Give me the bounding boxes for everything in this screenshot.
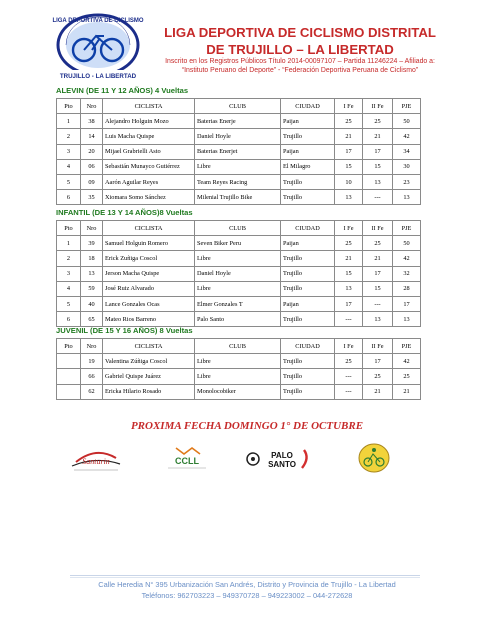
column-header-ciudad: CIUDAD (281, 99, 335, 114)
cell-nro: 19 (81, 354, 103, 369)
svg-text:TRUJILLO - LA LIBERTAD: TRUJILLO - LA LIBERTAD (59, 73, 137, 80)
cell-ii-fe: --- (363, 296, 393, 311)
cell-pje: 13 (393, 190, 421, 205)
cell-nro: 06 (81, 159, 103, 174)
cell-ciudad: Trujillo (281, 384, 335, 399)
cell-pto: 5 (57, 174, 81, 189)
league-title (150, 24, 450, 58)
cell-pto: 6 (57, 190, 81, 205)
cell-ciclista: Sebastián Munayco Gutiérrez (103, 159, 195, 174)
table-row (57, 369, 421, 384)
cell-ciudad: Trujillo (281, 354, 335, 369)
cell-pto: 6 (57, 312, 81, 327)
cell-pje: 50 (393, 114, 421, 129)
cell-ii-fe: 21 (363, 384, 393, 399)
cell-nro: 38 (81, 114, 103, 129)
table-row (57, 159, 421, 174)
cell-ciudad: Paijan (281, 236, 335, 251)
column-header-club: CLUB (195, 99, 281, 114)
cell-pto: 3 (57, 144, 81, 159)
cell-ciclista: Valentina Zúñiga Coscol (103, 354, 195, 369)
cell-i-fe: 10 (335, 174, 363, 189)
cell-ciudad: Trujillo (281, 281, 335, 296)
table-row (57, 129, 421, 144)
cell-club: Libre (195, 281, 281, 296)
section-title-alevin: ALEVIN (DE 11 Y 12 AÑOS) 4 Vueltas (56, 86, 189, 95)
column-header-pje: PJE (393, 99, 421, 114)
cell-pto: 1 (57, 114, 81, 129)
svg-text:SANTO: SANTO (268, 460, 296, 469)
cell-nro: 18 (81, 251, 103, 266)
cell-i-fe: 25 (335, 354, 363, 369)
title-line-1: LIGA DEPORTIVA DE CICLISMO DISTRITAL (164, 25, 436, 40)
cell-pje: 42 (393, 354, 421, 369)
cell-club: Seven Biker Peru (195, 236, 281, 251)
column-header-ciclista: CICLISTA (103, 221, 195, 236)
cell-pje: 17 (393, 296, 421, 311)
column-header-ii-fe: II Fe (363, 221, 393, 236)
cell-nro: 62 (81, 384, 103, 399)
table-row (57, 296, 421, 311)
cell-ciudad: Paijan (281, 114, 335, 129)
cell-ii-fe: 17 (363, 266, 393, 281)
cell-i-fe: 17 (335, 296, 363, 311)
column-header-pto: Pto (57, 339, 81, 354)
cell-ciudad: Trujillo (281, 129, 335, 144)
cell-ii-fe: 25 (363, 369, 393, 384)
table-row (57, 266, 421, 281)
subtitle-line-2: “Instituto Peruano del Deporte” - “Federación Deportiva Peruana de Ciclismo” (181, 67, 419, 74)
footer-address: Calle Heredia N° 395 Urbanización San Andrés, Distrito y Provincia de Trujillo - La Libertad (98, 580, 396, 589)
cell-ciudad: Paijan (281, 296, 335, 311)
table-row (57, 281, 421, 296)
cell-ciudad: Trujillo (281, 312, 335, 327)
footer-divider (70, 575, 420, 576)
cell-pto: 4 (57, 159, 81, 174)
cell-club: Elmer Gonzales T (195, 296, 281, 311)
cell-ciudad: Trujillo (281, 266, 335, 281)
column-header-pto: Pto (57, 221, 81, 236)
footer-phones: Teléfonos: 962703223 – 949370728 – 949223002 – 044-272628 (141, 591, 353, 600)
cell-ciclista: Ericka Hilario Rosado (103, 384, 195, 399)
table-row (57, 312, 421, 327)
cell-pje: 50 (393, 236, 421, 251)
table-row (57, 190, 421, 205)
cell-ciclista: Mateo Rios Barreno (103, 312, 195, 327)
cell-club: Baterias Enerjet (195, 144, 281, 159)
table-row (57, 354, 421, 369)
cell-ii-fe: 25 (363, 236, 393, 251)
cell-i-fe: 21 (335, 251, 363, 266)
column-header-i-fe: I Fe (335, 339, 363, 354)
column-header-nro: Nro (81, 221, 103, 236)
column-header-i-fe: I Fe (335, 99, 363, 114)
cell-ii-fe: 15 (363, 281, 393, 296)
column-header-ciudad: CIUDAD (281, 339, 335, 354)
cell-i-fe: 13 (335, 281, 363, 296)
cell-nro: 39 (81, 236, 103, 251)
column-header-club: CLUB (195, 339, 281, 354)
cell-pto: 5 (57, 296, 81, 311)
cell-nro: 20 (81, 144, 103, 159)
cell-ciclista: Jerson Macha Quispe (103, 266, 195, 281)
table-header-row (57, 339, 421, 354)
cell-nro: 14 (81, 129, 103, 144)
column-header-pje: PJE (393, 221, 421, 236)
cell-pto: 4 (57, 281, 81, 296)
cell-ciclista: Xiomara Somo Sánchez (103, 190, 195, 205)
svg-text:CCLL: CCLL (175, 456, 199, 466)
results-table-infantil (56, 220, 421, 327)
column-header-ciclista: CICLISTA (103, 99, 195, 114)
cell-club: Palo Santo (195, 312, 281, 327)
cell-nro: 40 (81, 296, 103, 311)
column-header-ciclista: CICLISTA (103, 339, 195, 354)
cell-i-fe: 25 (335, 236, 363, 251)
cell-ciudad: Trujillo (281, 369, 335, 384)
next-date-announcement: PROXIMA FECHA DOMINGO 1° DE OCTUBRE (130, 420, 364, 432)
cell-ciclista: Gabriel Quispe Juárez (103, 369, 195, 384)
cell-nro: 66 (81, 369, 103, 384)
cell-pje: 28 (393, 281, 421, 296)
subtitle-line-1: Inscrito en los Registros Públicos Título 2014-00097107 – Partida 11246224 – Afiliado a: (165, 58, 435, 65)
column-header-i-fe: I Fe (335, 221, 363, 236)
cell-pje: 23 (393, 174, 421, 189)
sponsor-logo-palo-santo (244, 444, 314, 474)
cell-club: Libre (195, 251, 281, 266)
cell-nro: 09 (81, 174, 103, 189)
cell-club: Libre (195, 354, 281, 369)
cell-i-fe: --- (335, 369, 363, 384)
sponsor-logo-cycling-club (354, 440, 394, 476)
cell-pje: 42 (393, 251, 421, 266)
svg-text:Santurin: Santurin (82, 457, 110, 466)
cell-pto (57, 384, 81, 399)
cell-ciclista: Erick Zuñiga Coscol (103, 251, 195, 266)
cell-ii-fe: --- (363, 190, 393, 205)
cell-ii-fe: 17 (363, 354, 393, 369)
table-row (57, 114, 421, 129)
cell-ciclista: Aarón Aguilar Reyes (103, 174, 195, 189)
cell-ciclista: José Ruiz Alvarado (103, 281, 195, 296)
cell-ciudad: Paijan (281, 144, 335, 159)
table-row (57, 384, 421, 399)
cell-i-fe: 15 (335, 159, 363, 174)
column-header-pto: Pto (57, 99, 81, 114)
cell-ii-fe: 17 (363, 144, 393, 159)
results-table-juvenil (56, 338, 421, 400)
cell-nro: 13 (81, 266, 103, 281)
column-header-nro: Nro (81, 339, 103, 354)
section-title-juvenil: JUVENIL (DE 15 Y 16 AÑOS) 8 Vueltas (56, 326, 193, 335)
cell-pto (57, 354, 81, 369)
cell-nro: 65 (81, 312, 103, 327)
cell-i-fe: 25 (335, 114, 363, 129)
cell-ii-fe: 25 (363, 114, 393, 129)
sponsor-logo-ccll (162, 444, 212, 474)
cell-ciudad: Trujillo (281, 251, 335, 266)
cell-pje: 13 (393, 312, 421, 327)
league-logo (48, 12, 148, 84)
table-row (57, 174, 421, 189)
cell-ii-fe: 21 (363, 251, 393, 266)
cell-nro: 59 (81, 281, 103, 296)
cell-ciudad: Trujillo (281, 190, 335, 205)
cell-ciclista: Lance Gonzales Ocas (103, 296, 195, 311)
column-header-ii-fe: II Fe (363, 99, 393, 114)
cell-pto: 2 (57, 251, 81, 266)
svg-text:LIGA DEPORTIVA DE CICLISMO: LIGA DEPORTIVA DE CICLISMO (52, 18, 144, 24)
cell-club: Baterias Enerje (195, 114, 281, 129)
cell-nro: 35 (81, 190, 103, 205)
section-title-infantil: INFANTIL (DE 13 Y 14 AÑOS)8 Vueltas (56, 208, 193, 217)
cell-i-fe: 15 (335, 266, 363, 281)
cell-pje: 34 (393, 144, 421, 159)
column-header-ii-fe: II Fe (363, 339, 393, 354)
table-row (57, 251, 421, 266)
table-row (57, 236, 421, 251)
table-header-row (57, 99, 421, 114)
registration-info (150, 57, 450, 75)
cell-club: Libre (195, 369, 281, 384)
cell-i-fe: 13 (335, 190, 363, 205)
cell-pje: 32 (393, 266, 421, 281)
cell-club: Team Reyes Racing (195, 174, 281, 189)
svg-text:PALO: PALO (271, 451, 293, 460)
cell-i-fe: 17 (335, 144, 363, 159)
cell-club: Milenial Trujillo Bike (195, 190, 281, 205)
cell-club: Daniel Hoyle (195, 266, 281, 281)
sponsor-logo-santurin (66, 444, 126, 474)
cell-i-fe: --- (335, 312, 363, 327)
cell-ciudad: El Milagro (281, 159, 335, 174)
column-header-club: CLUB (195, 221, 281, 236)
table-row (57, 144, 421, 159)
cell-pje: 25 (393, 369, 421, 384)
cell-club: Libre (195, 159, 281, 174)
cell-pto (57, 369, 81, 384)
cell-club: Daniel Hoyle (195, 129, 281, 144)
cell-ii-fe: 15 (363, 159, 393, 174)
cell-i-fe: 21 (335, 129, 363, 144)
column-header-pje: PJE (393, 339, 421, 354)
column-header-ciudad: CIUDAD (281, 221, 335, 236)
cell-pje: 42 (393, 129, 421, 144)
cell-pje: 21 (393, 384, 421, 399)
cell-ii-fe: 13 (363, 174, 393, 189)
cell-ciclista: Mijael Grabrielli Asto (103, 144, 195, 159)
cell-club: Monolocobiker (195, 384, 281, 399)
cell-pje: 30 (393, 159, 421, 174)
cell-ciclista: Alejandro Holguin Mozo (103, 114, 195, 129)
cell-pto: 1 (57, 236, 81, 251)
cell-ii-fe: 21 (363, 129, 393, 144)
table-header-row (57, 221, 421, 236)
cell-ciclista: Luis Macha Quispe (103, 129, 195, 144)
cell-ciudad: Trujillo (281, 174, 335, 189)
column-header-nro: Nro (81, 99, 103, 114)
cell-ciclista: Samuel Holguin Romero (103, 236, 195, 251)
cell-ii-fe: 13 (363, 312, 393, 327)
footer-divider-secondary (70, 577, 420, 578)
cell-pto: 2 (57, 129, 81, 144)
title-line-2: DE TRUJILLO – LA LIBERTAD (206, 42, 394, 57)
cell-pto: 3 (57, 266, 81, 281)
results-table-alevin (56, 98, 421, 205)
cell-i-fe: --- (335, 384, 363, 399)
